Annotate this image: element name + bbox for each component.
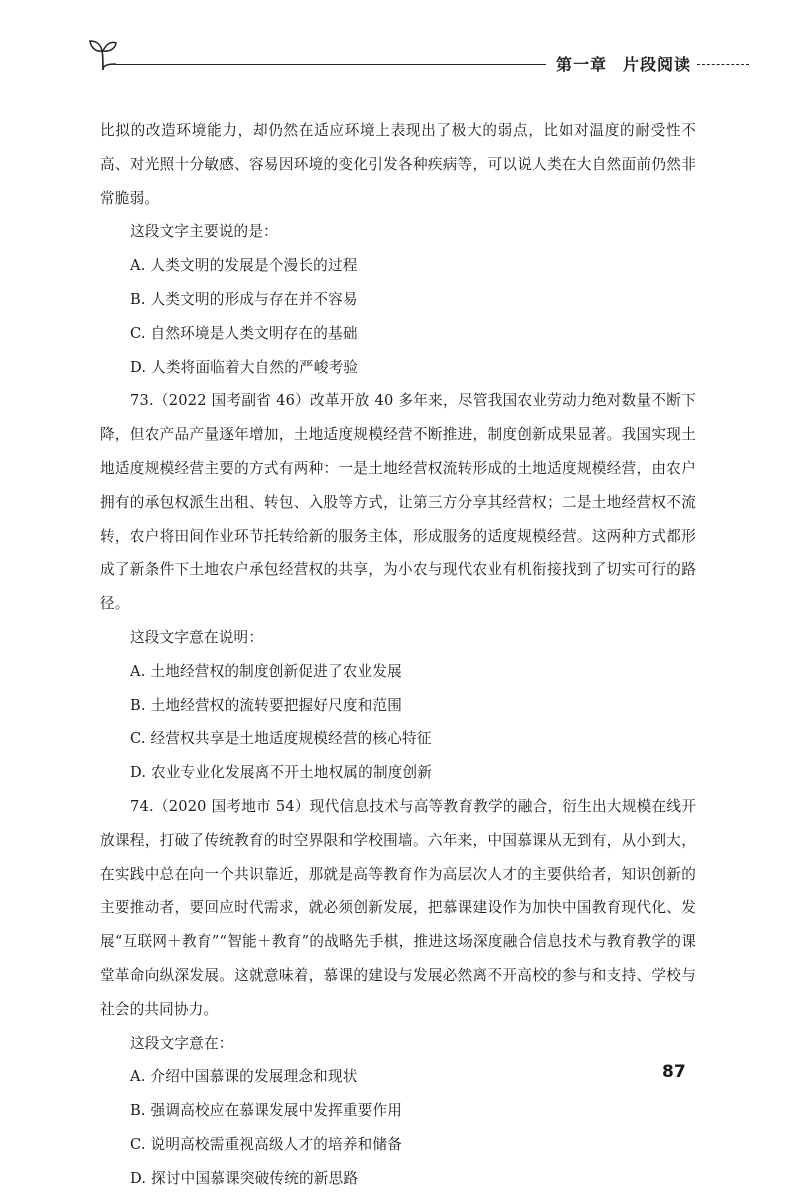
q74-option-b: B. 强调高校应在慕课发展中发挥重要作用 bbox=[130, 1102, 403, 1120]
header-dashed-rule bbox=[697, 64, 749, 65]
q74-option-c: C. 说明高校需重视高级人才的培养和储备 bbox=[130, 1135, 403, 1153]
q72-stem: 这段文字主要说的是： bbox=[130, 223, 278, 241]
q74-option-a: A. 介绍中国慕课的发展理念和现状 bbox=[130, 1068, 358, 1086]
section-label: 片段阅读 bbox=[623, 55, 692, 74]
q74-stem: 这段文字意在： bbox=[130, 1034, 234, 1052]
sprout-icon bbox=[88, 36, 118, 72]
q73-option-b: B. 土地经营权的流转要把握好尺度和范围 bbox=[130, 696, 403, 714]
q72-option-d: D. 人类将面临着大自然的严峻考验 bbox=[130, 358, 359, 376]
page-body bbox=[100, 114, 696, 1196]
q72-option-c: C. 自然环境是人类文明存在的基础 bbox=[130, 324, 358, 342]
q74-passage: 74.（2020 国考地市 54）现代信息技术与高等教育教学的融合，衍生出大规模在线开放课程，打破了传统教育的时空界限和学校围墙。六年来，中国慕课从无到有，从小到大，在实践中总在向一个共识靠近，那就是高等教育作为高层次人才的主要供给者，知识创新的主要推动者，要回应时代需求，就必须创新发展，把慕课建设作为加快中国教育现代化、发展“互联网＋教育”“智能＋教育”的战略先手棋，推进这场深度融合信息技术与教育教学的课堂革命向纵深发展。这就意味着，慕课的建设与发展必然离不开高校的参与和支持、学校与社会的共同协力。 bbox=[100, 797, 696, 1018]
q73-stem: 这段文字意在说明： bbox=[130, 628, 264, 646]
q73-option-c: C. 经营权共享是土地适度规模经营的核心特征 bbox=[130, 730, 432, 748]
header-rule bbox=[114, 64, 546, 65]
q72-option-b: B. 人类文明的形成与存在并不容易 bbox=[130, 290, 358, 308]
page-number: 87 bbox=[662, 1062, 686, 1082]
q73-passage: 73.（2022 国考副省 46）改革开放 40 多年来，尽管我国农业劳动力绝对数量不断下降，但农产品产量逐年增加，土地适度规模经营不断推进，制度创新成果显著。我国实现土地适度规模经营主要的方式有两种：一是土地经营权流转形成的土地适度规模经营，由农户拥有的承包权派生出租、转包、入股等方式，让第三方分享其经营权；二是土地经营权不流转，农户将田间作业环节托转给新的服务主体，形成服务的适度规模经营。这两种方式都形成了新条件下土地农户承包经营权的共享，为小农与现代农业有机衔接找到了切实可行的路径。 bbox=[100, 392, 696, 613]
chapter-label: 第一章 bbox=[556, 55, 608, 74]
q72-option-a: A. 人类文明的发展是个漫长的过程 bbox=[130, 257, 358, 275]
q73-option-a: A. 土地经营权的制度创新促进了农业发展 bbox=[130, 662, 402, 680]
q74-option-d: D. 探讨中国慕课突破传统的新思路 bbox=[130, 1169, 359, 1187]
running-header bbox=[556, 52, 691, 75]
continued-paragraph: 比拟的改造环境能力，却仍然在适应环境上表现出了极大的弱点，比如对温度的耐受性不高、对光照十分敏感、容易因环境的变化引发各种疾病等，可以说人类在大自然面前仍然非常脆弱。 bbox=[100, 122, 696, 207]
q73-option-d: D. 农业专业化发展离不开土地权属的制度创新 bbox=[130, 764, 433, 782]
